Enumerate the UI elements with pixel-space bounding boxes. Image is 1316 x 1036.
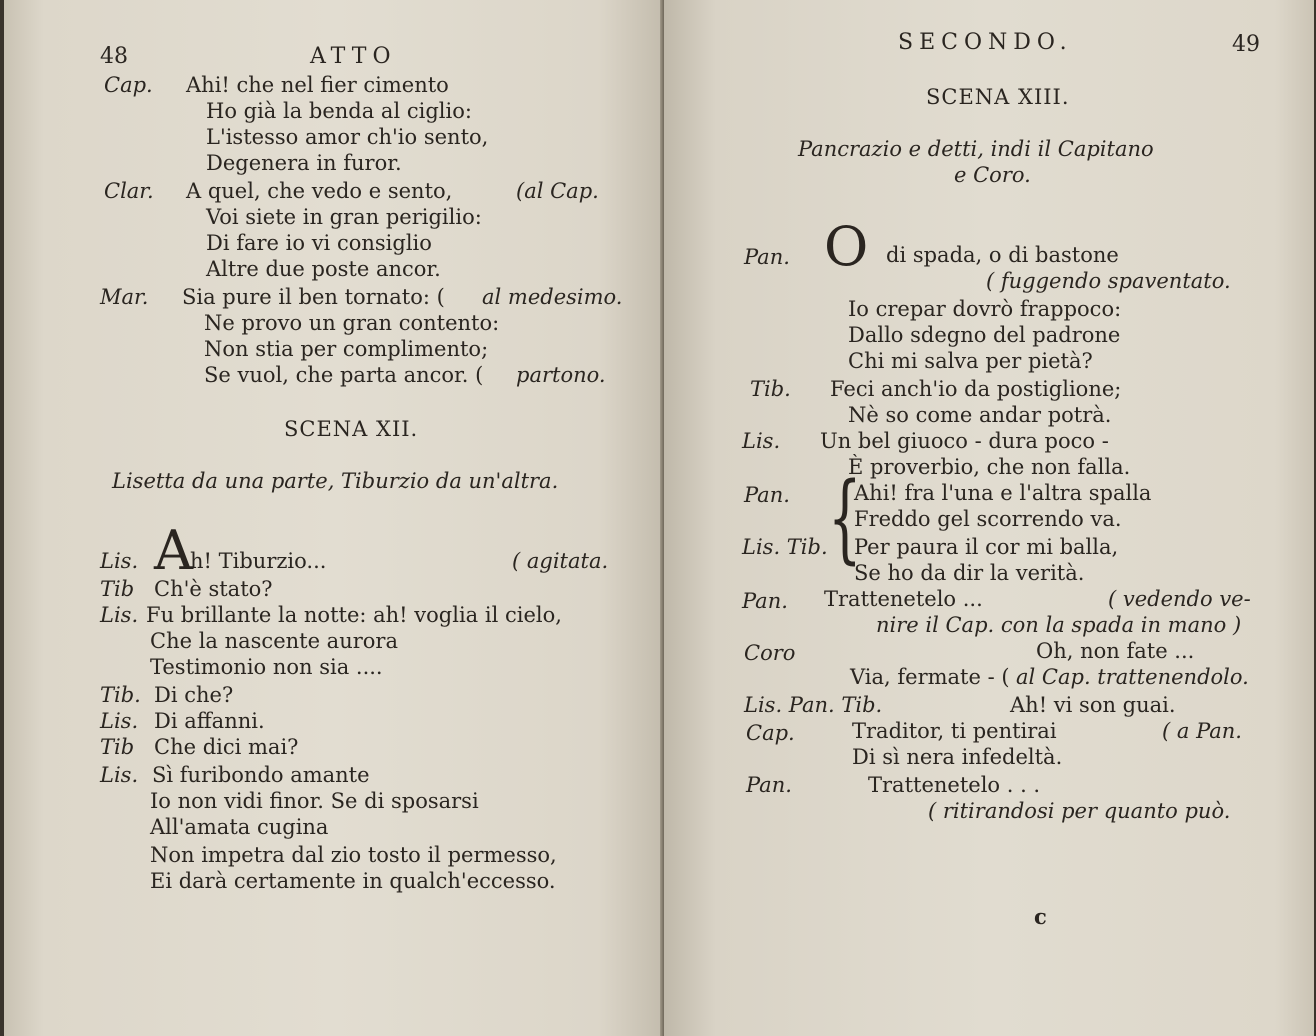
verse-line: Nè so come andar potrà. <box>848 403 1112 427</box>
stage-direction: al medesimo. <box>482 285 623 309</box>
running-header: SECONDO. <box>898 30 1073 55</box>
verse-line: L'istesso amor ch'io sento, <box>206 125 489 149</box>
verse-line: Ahi! che nel fier cimento <box>186 73 449 97</box>
verse-line: Non impetra dal zio tosto il permesso, <box>150 843 557 867</box>
verse-line: Freddo gel scorrendo va. <box>854 507 1122 531</box>
verse-line: Che dici mai? <box>154 735 299 759</box>
scene-title: SCENA XIII. <box>926 85 1070 109</box>
verse-line: Traditor, ti pentirai <box>852 719 1057 743</box>
verse-line: Testimonio non sia .... <box>150 655 383 679</box>
speaker-label: Lis. Pan. Tib. <box>744 693 883 717</box>
speaker-label: Lis. <box>742 429 781 453</box>
stage-direction: nire il Cap. con la spada in mano ) <box>876 613 1242 637</box>
verse-line: Via, fermate - ( <box>850 665 1010 689</box>
verse-line: Altre due poste ancor. <box>206 257 441 281</box>
scene-title: SCENA XII. <box>284 417 419 441</box>
signature-mark: c <box>1034 904 1047 929</box>
speaker-label: Tib <box>100 735 135 759</box>
speaker-label: Tib. <box>750 377 791 401</box>
verse-line: Trattenetelo . . . <box>868 773 1041 797</box>
verse-line: Oh, non fate ... <box>1036 639 1195 663</box>
verse-line: Voi siete in gran perigilio: <box>206 205 482 229</box>
speaker-label: Cap. <box>104 73 153 97</box>
speaker-label: Pan. <box>744 245 790 269</box>
speaker-label: Mar. <box>100 285 149 309</box>
verse-line: Io non vidi finor. Se di sposarsi <box>150 789 479 813</box>
verse-line: Dallo sdegno del padrone <box>848 323 1121 347</box>
verse-line: Di affanni. <box>154 709 265 733</box>
speaker-label: Lis. <box>100 549 139 573</box>
stage-direction: al Cap. trattenendolo. <box>1016 665 1249 689</box>
speaker-label: Lis. Tib. <box>742 535 828 559</box>
verse-line: Non stia per complimento; <box>204 337 489 361</box>
verse-line: di spada, o di bastone <box>886 243 1119 267</box>
speaker-label: Pan. <box>742 589 788 613</box>
verse-line: Di che? <box>154 683 234 707</box>
verse-line: Degenera in furor. <box>206 151 402 175</box>
stage-direction: ( vedendo ve- <box>1108 587 1251 611</box>
verse-line: Ho già la benda al ciglio: <box>206 99 472 123</box>
verse-line: Trattenetelo ... <box>824 587 983 611</box>
speaker-label: Pan. <box>746 773 792 797</box>
left-page <box>4 0 664 1036</box>
stage-direction: (al Cap. <box>516 179 599 203</box>
verse-line: Per paura il cor mi balla, <box>854 535 1119 559</box>
verse-line: Un bel giuoco - dura poco - <box>820 429 1109 453</box>
verse-line: È proverbio, che non falla. <box>848 455 1131 479</box>
grouping-brace: { <box>828 462 862 574</box>
verse-line: Ei darà certamente in qualch'eccesso. <box>150 869 556 893</box>
page-number: 48 <box>100 44 128 69</box>
right-page <box>664 0 1314 1036</box>
scene-description: Lisetta da una parte, Tiburzio da un'altra. <box>112 469 559 493</box>
speaker-label: Cap. <box>746 721 795 745</box>
speaker-label: Lis. <box>100 709 139 733</box>
verse-line: Feci anch'io da postiglione; <box>830 377 1122 401</box>
scene-description: Pancrazio e detti, indi il Capitano <box>798 137 1154 161</box>
verse-line: Chi mi salva per pietà? <box>848 349 1093 373</box>
verse-line: Di fare io vi consiglio <box>206 231 432 255</box>
stage-direction: ( ritirandosi per quanto può. <box>928 799 1231 823</box>
speaker-label: Lis. <box>100 603 139 627</box>
speaker-label: Coro <box>744 641 796 665</box>
verse-line: Io crepar dovrò frappoco: <box>848 297 1122 321</box>
verse-line: Ahi! fra l'una e l'altra spalla <box>854 481 1152 505</box>
verse-line: Di sì nera infedeltà. <box>852 745 1063 769</box>
verse-line: Se ho da dir la verità. <box>854 561 1085 585</box>
stage-direction: partono. <box>516 363 606 387</box>
speaker-label: Pan. <box>744 483 790 507</box>
page-number: 49 <box>1232 32 1260 57</box>
verse-line: Ch'è stato? <box>154 577 273 601</box>
speaker-label: Tib. <box>100 683 141 707</box>
stage-direction: ( agitata. <box>512 549 609 573</box>
speaker-label: Clar. <box>104 179 154 203</box>
verse-line: h! Tiburzio... <box>190 549 327 573</box>
speaker-label: Lis. <box>100 763 139 787</box>
running-header: ATTO <box>310 44 397 69</box>
drop-cap: O <box>824 215 869 278</box>
scene-description: e Coro. <box>954 163 1031 187</box>
stage-direction: ( fuggendo spaventato. <box>986 269 1231 293</box>
verse-line: Che la nascente aurora <box>150 629 398 653</box>
verse-line: Fu brillante la notte: ah! voglia il cielo, <box>146 603 562 627</box>
speaker-label: Tib <box>100 577 135 601</box>
verse-line: Se vuol, che parta ancor. ( <box>204 363 484 387</box>
verse-line: A quel, che vedo e sento, <box>186 179 453 203</box>
verse-line: Ne provo un gran contento: <box>204 311 500 335</box>
verse-line: Sia pure il ben tornato: ( <box>182 285 445 309</box>
verse-line: Ah! vi son guai. <box>1010 693 1176 717</box>
drop-cap: A <box>154 519 193 582</box>
verse-line: All'amata cugina <box>150 815 329 839</box>
stage-direction: ( a Pan. <box>1162 719 1242 743</box>
verse-line: Sì furibondo amante <box>152 763 370 787</box>
